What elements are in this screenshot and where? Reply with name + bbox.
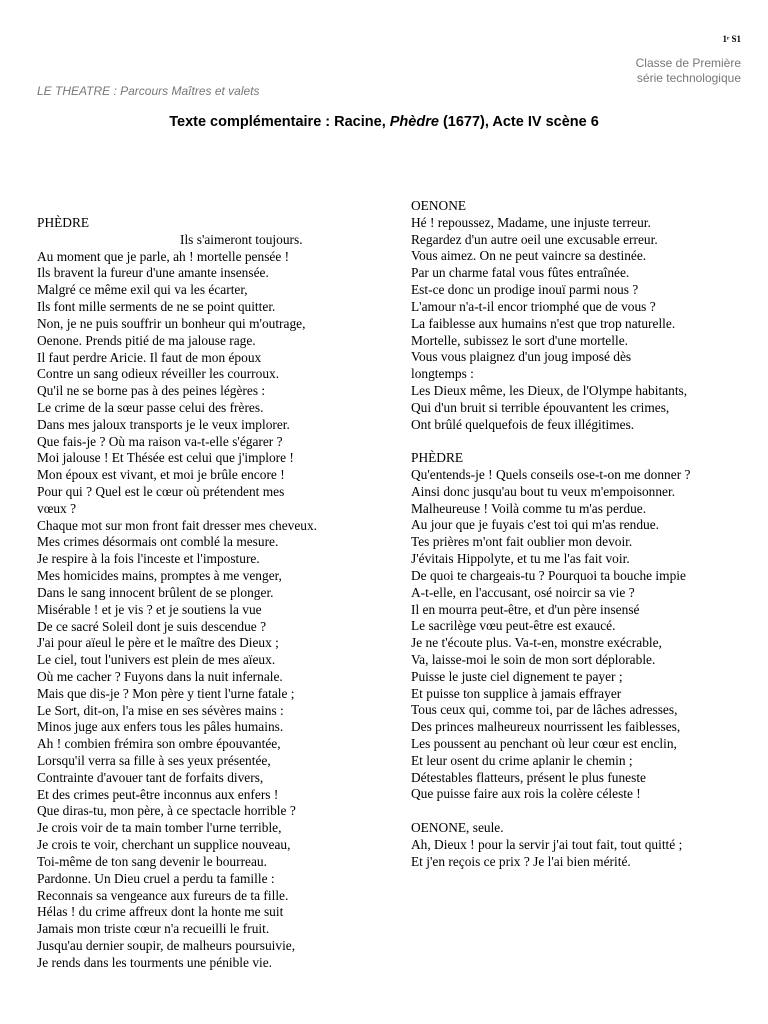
verse-line: Et j'en reçois ce prix ? Je l'ai bien mérité.: [411, 853, 631, 869]
verse-line: Ainsi donc jusqu'au bout tu veux m'empoisonner.: [411, 483, 676, 499]
verse-line: Hé ! repoussez, Madame, une injuste terreur.: [411, 214, 651, 230]
verse-line: Je crois voir de ta main tomber l'urne terrible,: [37, 820, 282, 836]
verse-line: Toi-même de ton sang devenir le bourreau.: [37, 853, 267, 869]
verse-line: Malgré ce même exil qui va les écarter,: [37, 282, 248, 298]
verse-line: Regardez d'un autre oeil une excusable erreur.: [411, 231, 658, 247]
verse-line: Le sacrilège vœu peut-être est exaucé.: [411, 618, 616, 634]
verse-line: Tes prières m'ont fait oublier mon devoir.: [411, 534, 633, 550]
title-work: Phèdre: [389, 114, 439, 130]
speaker-name: PHÈDRE: [37, 215, 90, 230]
verse-line: Dans mes jaloux transports je le veux implorer.: [37, 416, 290, 432]
verse-line: Malheureuse ! Voilà comme tu m'as perdue.: [411, 500, 647, 516]
verse-line: Tous ceux qui, comme toi, par de lâches adresses,: [411, 702, 678, 718]
verse-line: Le crime de la sœur passe celui des frères.: [37, 399, 264, 415]
verse-line: Jusqu'au dernier soupir, de malheurs poursuivie,: [37, 937, 296, 953]
verse-line: Moi jalouse ! Et Thésée est celui que j'implore !: [37, 450, 294, 466]
speaker-name: OENONE: [411, 198, 467, 213]
title-suffix: (1677), Acte IV scène 6: [438, 114, 599, 130]
document-title: [0, 114, 768, 130]
verse-line: Qu'entends-je ! Quels conseils ose-t-on me donner ?: [411, 467, 691, 482]
verse-line: Minos juge aux enfers tous les pâles humains.: [37, 719, 284, 735]
verse-line: J'évitais Hippolyte, et tu me l'as fait voir.: [411, 551, 630, 567]
verse-line: Ont brûlé quelquefois de feux illégitimes.: [411, 416, 635, 432]
verse-line: Mon époux est vivant, et moi je brûle encore !: [37, 467, 285, 483]
verse-line: Des princes malheureux nourrissent les faiblesses,: [411, 719, 681, 735]
verse-line: Mes homicides mains, promptes à me venger,: [37, 568, 282, 584]
verse-line: Chaque mot sur mon front fait dresser mes cheveux.: [37, 517, 318, 533]
verse-line: Que fais-je ? Où ma raison va-t-elle s'égarer ?: [37, 433, 283, 449]
verse-line: Hélas ! du crime affreux dont la honte me suit: [37, 904, 284, 920]
verse-line: Les Dieux même, les Dieux, de l'Olympe habitants,: [411, 382, 688, 398]
left-column: [37, 215, 317, 972]
title-prefix: Texte complémentaire : Racine,: [169, 114, 390, 130]
verse-line: Mes crimes désormais ont comblé la mesure.: [37, 534, 279, 550]
verse-line: vœux ?: [37, 500, 77, 516]
verse-line: Ah ! combien frémira son ombre épouvantée,: [37, 736, 281, 752]
verse-line: Que puisse faire aux rois la colère céleste !: [411, 786, 641, 802]
verse-line: Ah, Dieux ! pour la servir j'ai tout fait, tout quitté ;: [411, 836, 683, 852]
verse-line: Mais que dis-je ? Mon père y tient l'urne fatale ;: [37, 685, 295, 701]
verse-line: Le ciel, tout l'univers est plein de mes aïeux.: [37, 652, 276, 668]
verse-line: Je respire à la fois l'inceste et l'imposture.: [37, 551, 260, 567]
verse-line: Misérable ! et je vis ? et je soutiens la vue: [37, 601, 262, 617]
verse-line: Pour qui ? Quel est le cœur où prétendent mes: [37, 484, 285, 499]
verse-line: Il faut perdre Aricie. Il faut de mon époux: [37, 349, 262, 365]
verse-line: Est-ce donc un prodige inouï parmi nous ?: [411, 282, 639, 298]
speaker-name: PHÈDRE: [411, 450, 464, 466]
verse-line: Contrainte d'avouer tant de forfaits divers,: [37, 769, 264, 785]
verse-line: Dans le sang innocent brûlent de se plonger.: [37, 584, 274, 600]
class-info: [636, 56, 741, 85]
right-column: [411, 198, 690, 871]
verse-line: Ils font mille serments de ne se point quitter.: [37, 299, 276, 315]
page-tag: 1ʳ S1: [722, 34, 741, 44]
verse-line: L'amour n'a-t-il encor triomphé que de vous ?: [411, 298, 656, 314]
verse-line: Jamais mon triste cœur n'a recueilli le fruit.: [37, 921, 270, 937]
verse-line: Contre un sang odieux réveiller les courroux.: [37, 366, 280, 382]
verse-line: De quoi te chargeais-tu ? Pourquoi ta bouche impie: [411, 567, 686, 583]
verse-line: Reconnais sa vengeance aux fureurs de ta fille.: [37, 887, 289, 903]
verse-line: Et des crimes peut-être inconnus aux enfers !: [37, 786, 279, 802]
verse-line: Vous vous plaignez d'un joug imposé dès: [411, 349, 632, 365]
verse-line: Où me cacher ? Fuyons dans la nuit infernale.: [37, 668, 283, 684]
verse-line: Je ne t'écoute plus. Va-t-en, monstre exécrable,: [411, 635, 662, 651]
verse-line: longtemps :: [411, 366, 474, 382]
stanza-gap: [411, 433, 690, 450]
verse-line: Puisse le juste ciel dignement te payer ;: [411, 668, 623, 684]
verse-line: Ils bravent la fureur d'une amante insensée.: [37, 265, 269, 281]
verse-line: Va, laisse-moi le soin de mon sort déplorable.: [411, 651, 656, 667]
stanza-gap: [411, 803, 690, 820]
verse-line: Et leur osent du crime aplanir le chemin ;: [411, 752, 633, 768]
class-series: série technologique: [636, 70, 741, 85]
verse-line: Pardonne. Un Dieu cruel a perdu ta famille :: [37, 870, 275, 886]
verse-line: Le Sort, dit-on, l'a mise en ses sévères mains :: [37, 702, 284, 718]
verse-line: J'ai pour aïeul le père et le maître des Dieux ;: [37, 635, 279, 651]
verse-line: De ce sacré Soleil dont je suis descendue ?: [37, 618, 267, 634]
verse-line: Par un charme fatal vous fûtes entraînée.: [411, 265, 630, 281]
verse-line: Non, je ne puis souffrir un bonheur qui m'outrage,: [37, 315, 306, 331]
verse-line: A-t-elle, en l'accusant, osé noircir sa vie ?: [411, 584, 635, 600]
verse-line: Oenone. Prends pitié de ma jalouse rage.: [37, 332, 256, 348]
verse-line: Je rends dans les tourments une pénible vie.: [37, 954, 273, 970]
speaker-name: OENONE, seule.: [411, 820, 504, 836]
verse-line: Lorsqu'il verra sa fille à ses yeux présentée,: [37, 753, 271, 768]
verse-line: Vous aimez. On ne peut vaincre sa destinée.: [411, 248, 647, 264]
verse-line: Ils s'aimeront toujours.: [180, 231, 303, 247]
verse-line: Il en mourra peut-être, et d'un père insensé: [411, 601, 640, 617]
verse-line: Je crois te voir, cherchant un supplice nouveau,: [37, 837, 291, 853]
verse-line: Au moment que je parle, ah ! mortelle pensée !: [37, 248, 290, 264]
verse-line: Les poussent au penchant où leur cœur est enclin,: [411, 736, 677, 751]
verse-line: Que diras-tu, mon père, à ce spectacle horrible ?: [37, 803, 296, 819]
verse-line: Qu'il ne se borne pas à des peines légères :: [37, 383, 266, 399]
class-level: Classe de Première: [635, 56, 741, 70]
verse-line: Mortelle, subissez le sort d'une mortelle.: [411, 332, 628, 348]
course-title: LE THEATRE : Parcours Maîtres et valets: [37, 84, 260, 98]
verse-line: Au jour que je fuyais c'est toi qui m'as rendue.: [411, 517, 660, 533]
verse-line: Qui d'un bruit si terrible épouvantent les crimes,: [411, 399, 670, 415]
verse-line: Et puisse ton supplice à jamais effrayer: [411, 685, 622, 701]
verse-line: Détestables flatteurs, présent le plus funeste: [411, 769, 647, 785]
verse-line: La faiblesse aux humains n'est que trop naturelle.: [411, 315, 676, 331]
